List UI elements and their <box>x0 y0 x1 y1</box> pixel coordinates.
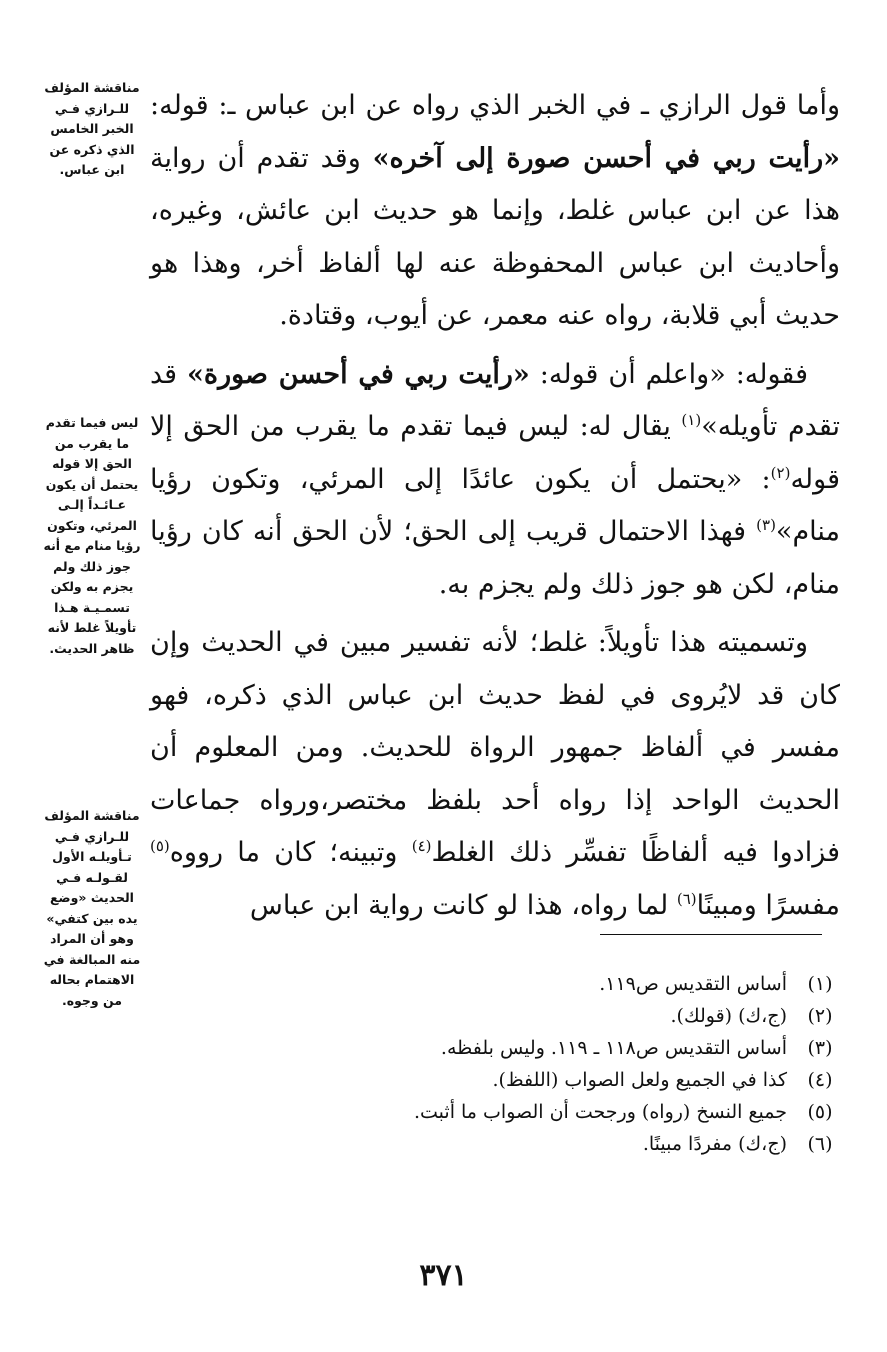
text-segment: : «يحتمل أن يكون عائدًا إلى المرئي، وتكون رؤيا منام» <box>150 463 840 547</box>
footnote-text: كذا في الجميع ولعل الصواب (اللفظ). <box>492 1069 787 1091</box>
paragraph-1 <box>150 80 840 343</box>
text-segment: قد تقدم تأويله» <box>150 358 841 442</box>
footnote-number: (٤) <box>807 1069 833 1091</box>
quoted-hadith-text: «رأيت ربي في أحسن صورة إلى آخره» <box>372 142 840 174</box>
footnote-number: (٦) <box>807 1133 833 1155</box>
footnote <box>295 1128 835 1160</box>
text-segment: يقال له: ليس فيما تقدم ما يقرب من الحق إلا قوله <box>150 411 840 495</box>
footnote-number: (٥) <box>807 1101 833 1123</box>
text-segment: وقد تقدم أن رواية هذا عن ابن عباس غلط، وإنما هو حديث ابن عائش، وغيره، وأحاديث ابن عباس المحفوظة عنه لها ألفاظ أخر، وهذا هو حديث أبي قلابة، رواه عنه معمر، عن أيوب، وقتادة. <box>150 142 840 331</box>
footnote <box>295 1096 835 1128</box>
footnote-marker: (٦) <box>676 889 697 908</box>
footnote-marker: (١) <box>681 411 702 429</box>
footnotes <box>295 968 835 1160</box>
text-segment: لما رواه، هذا لو كانت رواية ابن عباس <box>249 889 677 921</box>
footnote-number: (١) <box>807 973 833 995</box>
text-segment: وتبينه؛ كان ما رووه <box>169 837 412 868</box>
footnote-marker: (٢) <box>770 463 791 482</box>
margin-note-3: مناقشة المؤلف للـرازي فـي تـأويلـه الأول لقـولـه فـي الحديث «وضع يده بين كتفي» وهو أن المراد منه المبالغة في الاهتمام بحاله من وجوه. <box>43 808 141 1008</box>
footnote-separator <box>600 934 822 935</box>
text-segment: فهذا الاحتمال قريب إلى الحق؛ لأن الحق أنه كان رؤيا منام، لكن هو جوز ذلك ولم يجزم به. <box>150 516 840 600</box>
footnote-text: (ج،ك) (قولك). <box>670 1005 787 1027</box>
footnote <box>295 1000 835 1032</box>
footnote <box>295 1032 835 1064</box>
footnote-text: جميع النسخ (رواه) ورجحت أن الصواب ما أثبت. <box>413 1101 787 1123</box>
text-segment: مفسرًا ومبينًا <box>696 889 840 921</box>
margin-note-1: مناقشة المؤلف للـرازي فـي الخبر الخامس الذي ذكره عن ابن عباس. <box>44 80 140 177</box>
quoted-hadith-text: «رأيت ربي في أحسن صورة» <box>187 358 530 390</box>
footnote <box>295 968 835 1000</box>
paragraph-2 <box>150 349 840 612</box>
footnote-number: (٣) <box>807 1037 833 1059</box>
footnote-text: (ج،ك) مفردًا مبينًا. <box>642 1133 787 1155</box>
footnote-text: أساس التقديس ص١١٨ ـ ١١٩. وليس بلفظه. <box>440 1037 787 1059</box>
paragraph-3 <box>150 617 840 932</box>
margin-note-2: ليس فيما تقدم ما يقرب من الحق إلا قوله يحتمل أن يكون عـائـداً إلـى المرئي، وتكون رؤيا منام مع أنه جوز ذلك ولم يجزم به ولكن تسمـيـة هـذا تأويلاً غلط لأنه ظاهر الحديث. <box>43 415 141 656</box>
footnote-marker: (٥) <box>150 837 170 855</box>
footnote-marker: (٤) <box>411 837 432 855</box>
footnote-marker: (٣) <box>756 516 776 534</box>
main-text-body <box>150 80 840 932</box>
footnote-text: أساس التقديس ص١١٩. <box>599 973 787 995</box>
footnote-number: (٢) <box>807 1005 833 1027</box>
page-number: ٣٧١ <box>419 1258 468 1293</box>
text-segment: وأما قول الرازي ـ في الخبر الذي رواه عن ابن عباس ـ: قوله: <box>150 90 840 121</box>
text-segment: وتسميته هذا تأويلاً: غلط؛ لأنه تفسير مبين في الحديث وإن كان قد لايُروى في لفظ حديث ابن عباس الذي ذكره، فهو مفسر في ألفاظ جمهور الرواة للحديث. ومن المعلوم أن الحديث الواحد إذا رواه أحد بلفظ مختصر،ورواه جماعات فزادوا فيه ألفاظًا تفسِّر ذلك الغلط <box>150 627 841 868</box>
text-segment: فقوله: «واعلم أن قوله: <box>529 358 809 390</box>
footnote <box>295 1064 835 1096</box>
